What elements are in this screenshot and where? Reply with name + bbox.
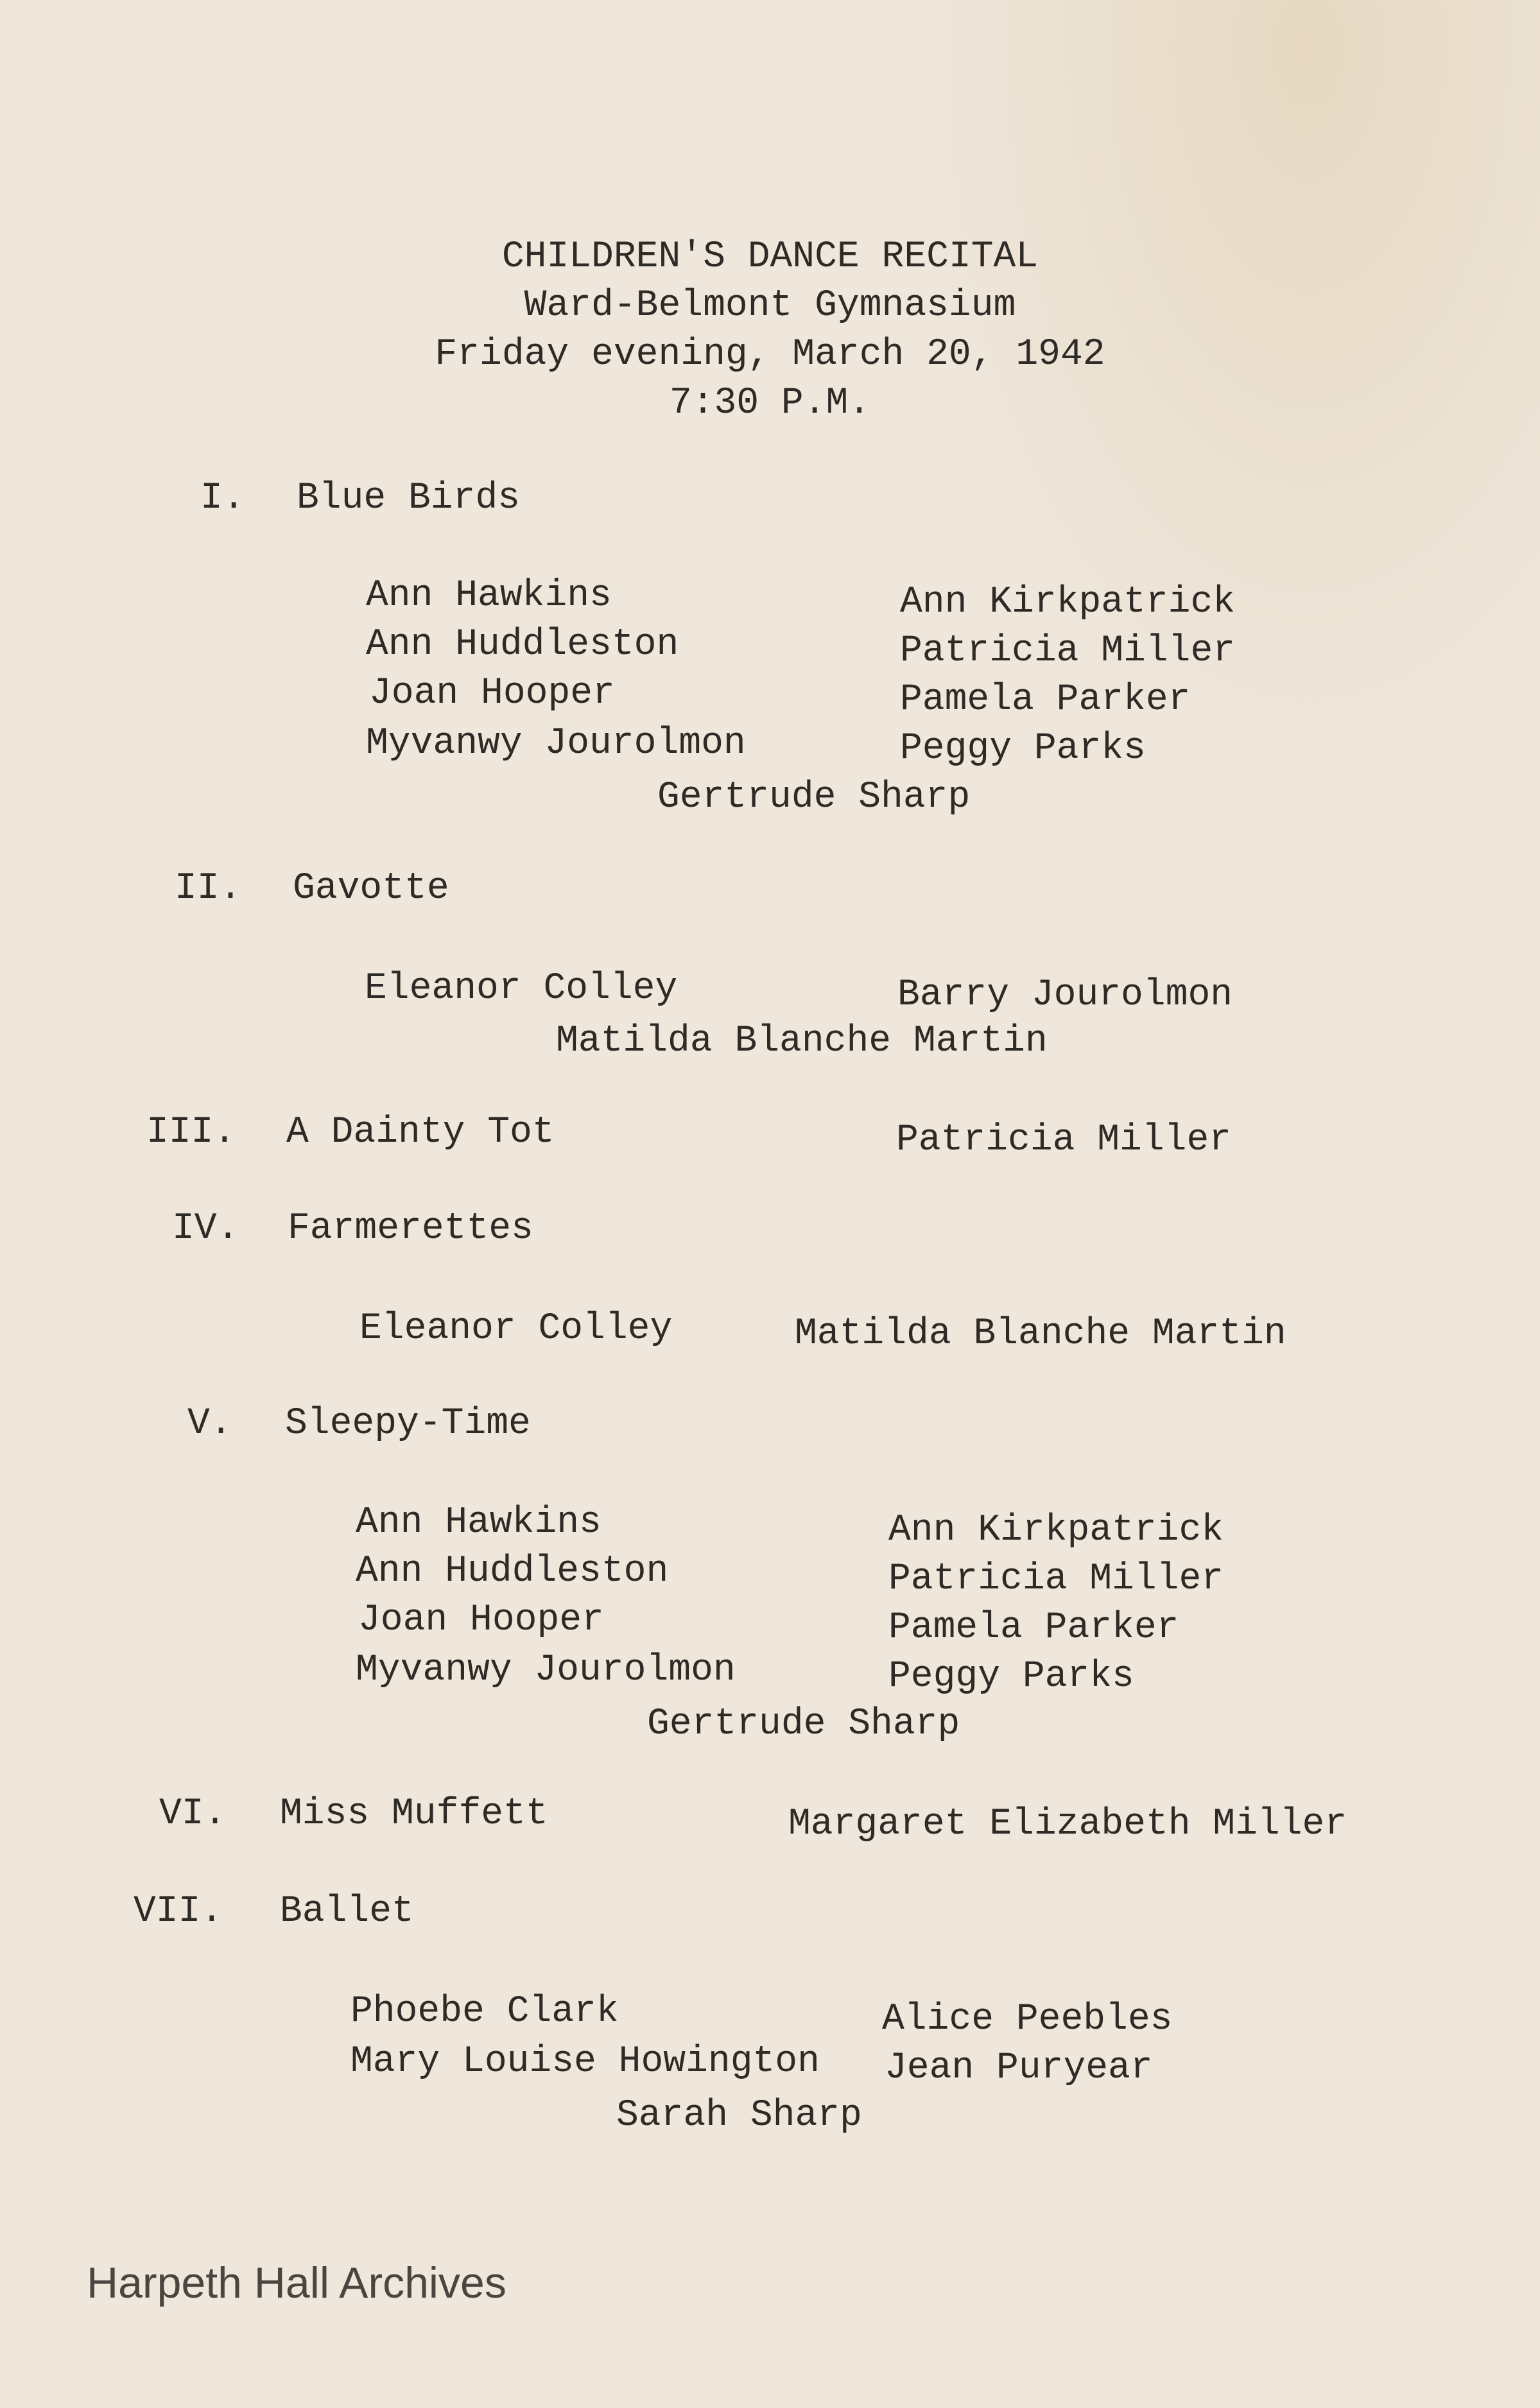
venue: Ward-Belmont Gymnasium — [524, 285, 1016, 327]
performer-name: Barry Jourolmon — [897, 974, 1233, 1016]
date: Friday evening, March 20, 1942 — [435, 334, 1105, 375]
performer-name: Patricia Miller — [896, 1119, 1232, 1161]
section-title: Miss Muffett — [280, 1793, 548, 1835]
section-title: Ballet — [280, 1891, 414, 1932]
section-numeral: V. — [187, 1403, 232, 1445]
recital-title: CHILDREN'S DANCE RECITAL — [501, 236, 1039, 278]
time: 7:30 P.M. — [669, 383, 871, 424]
performer-name: Joan Hooper — [358, 1599, 604, 1641]
performer-name: Ann Huddleston — [356, 1551, 669, 1592]
performer-name: Ann Huddleston — [366, 624, 679, 666]
section-title: Sleepy-Time — [285, 1403, 531, 1445]
performer-name: Margaret Elizabeth Miller — [788, 1803, 1347, 1845]
performer-name: Gertrude Sharp — [657, 777, 971, 818]
section-numeral: II. — [175, 868, 242, 909]
performer-name: Sarah Sharp — [616, 2095, 862, 2137]
section-title: A Dainty Tot — [286, 1112, 555, 1153]
section-numeral: IV. — [172, 1208, 239, 1250]
section-title: Gavotte — [293, 868, 449, 909]
performer-name: Eleanor Colley — [365, 968, 678, 1010]
performer-name: Pamela Parker — [900, 679, 1191, 721]
performer-name: Myvanwy Jourolmon — [366, 723, 746, 764]
performer-name: Pamela Parker — [888, 1607, 1179, 1649]
performer-name: Phoebe Clark — [350, 1991, 619, 2033]
section-title: Farmerettes — [288, 1208, 533, 1250]
performer-name: Peggy Parks — [900, 728, 1146, 770]
performer-name: Patricia Miller — [888, 1558, 1224, 1600]
performer-name: Myvanwy Jourolmon — [356, 1649, 736, 1691]
performer-name: Alice Peebles — [882, 1999, 1173, 2040]
performer-name: Jean Puryear — [885, 2047, 1153, 2089]
performer-name: Ann Hawkins — [366, 575, 612, 617]
section-numeral: VII. — [134, 1891, 223, 1932]
performer-name: Mary Louise Howington — [350, 2041, 820, 2083]
section-numeral: I. — [200, 477, 245, 519]
section-numeral: VI. — [159, 1793, 227, 1835]
performer-name: Matilda Blanche Martin — [795, 1313, 1286, 1355]
performer-name: Matilda Blanche Martin — [556, 1020, 1048, 1062]
performer-name: Eleanor Colley — [359, 1308, 673, 1350]
section-numeral: III. — [146, 1112, 236, 1153]
section-title: Blue Birds — [297, 477, 521, 519]
archive-watermark: Harpeth Hall Archives — [87, 2258, 506, 2307]
performer-name: Peggy Parks — [888, 1656, 1134, 1698]
performer-name: Ann Kirkpatrick — [888, 1509, 1224, 1551]
performer-name: Patricia Miller — [900, 630, 1236, 672]
performer-name: Joan Hooper — [369, 673, 615, 714]
performer-name: Ann Kirkpatrick — [900, 581, 1236, 623]
performer-name: Ann Hawkins — [356, 1502, 601, 1544]
performer-name: Gertrude Sharp — [647, 1703, 960, 1745]
